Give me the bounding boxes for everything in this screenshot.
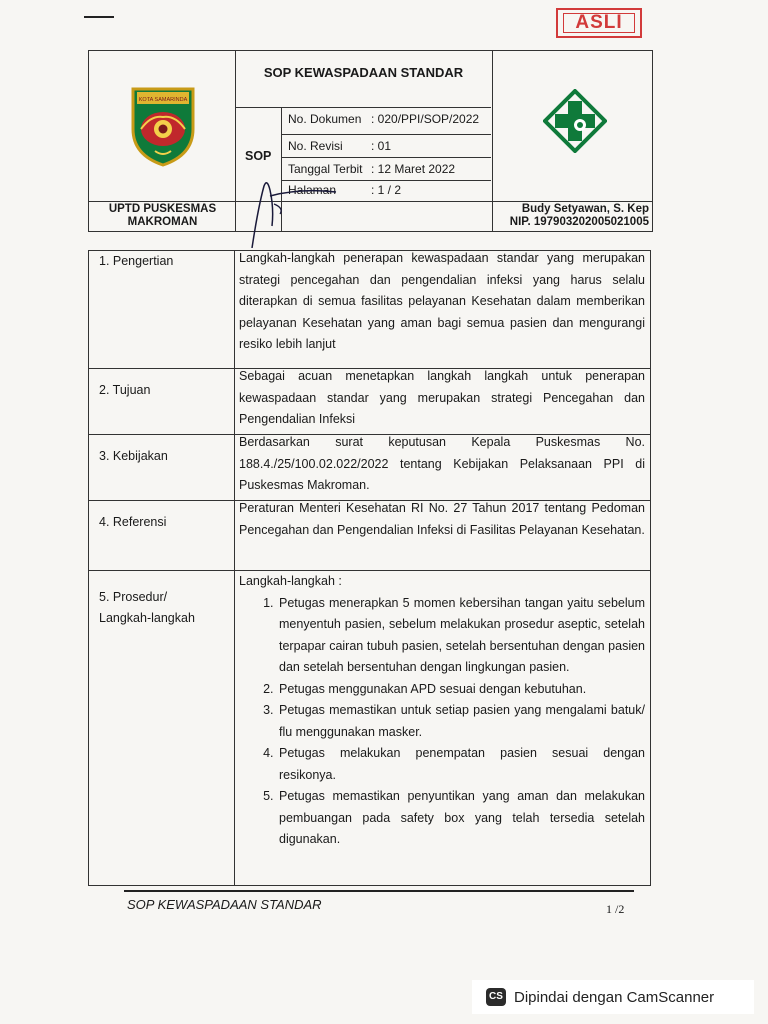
section-text-pengertian: Langkah-langkah penerapan kewaspadaan standar yang merupakan strategi pencegahan dan pengendalian infeksi yang harus selalu diterapkan di semua fasilitas pelayanan Kesehatan dalam memberikan pelayanan Kesehatan yang aman bagi semua pasien dan mengurangi resiko lebih lanjut <box>239 251 645 351</box>
signatory <box>497 203 649 229</box>
asli-stamp: ASLI <box>556 8 642 38</box>
procedure-step: 1. Petugas menerapkan 5 momen kebersihan tangan yaitu sebelum menyentuh pasien, sebelum melakukan prosedur aseptic, setelah terpapar cairan tubuh pasien, setelah bersentuhan dengan pasien dan setelah bersentuhan dengan lingkungan pasien. <box>277 593 645 679</box>
section-label-line: 5. Prosedur/ <box>99 590 168 604</box>
field-value: : 01 <box>371 139 392 153</box>
footer-rule <box>124 890 634 892</box>
section-text-referensi: Peraturan Menteri Kesehatan RI No. 27 Tahun 2017 tentang Pedoman Pencegahan dan Pengendalian Infeksi di Fasilitas Pelayanan Kesehatan. <box>239 501 645 537</box>
camscanner-watermark <box>472 980 754 1014</box>
field-value: : 12 Maret 2022 <box>371 162 456 176</box>
section-text-kebijakan: Berdasarkan surat keputusan Kepala Puskesmas No. 188.4./25/100.02.022/2022 tentang Kebijakan Pelaksanaan PPI di Puskesmas Makroman. <box>239 435 645 492</box>
header-rule <box>235 107 491 108</box>
health-cross-logo <box>543 89 607 153</box>
procedure-step: 3. Petugas memastikan untuk setiap pasien yang mengalami batuk/ flu menggunakan masker. <box>277 700 645 743</box>
footer-page-number: 1 /2 <box>606 902 625 916</box>
organization-line: MAKROMAN <box>127 216 198 228</box>
logo-caption: KOTA SAMARINDA <box>138 97 188 103</box>
section-label-pengertian: 1. Pengertian <box>99 254 174 268</box>
camscanner-text: Dipindai dengan CamScanner <box>514 988 715 1006</box>
sop-label: SOP <box>245 149 272 163</box>
camscanner-icon: CS <box>486 988 506 1006</box>
city-emblem-logo <box>127 85 199 167</box>
section-label-referensi: 4. Referensi <box>99 515 167 529</box>
signer-name: Budy Setyawan, S. Kep <box>521 203 649 215</box>
header-rule <box>281 157 491 158</box>
section-label-prosedur <box>99 587 195 629</box>
sop-content-table <box>88 250 651 886</box>
section-label-tujuan: 2. Tujuan <box>99 383 151 397</box>
header-rule <box>281 134 491 135</box>
header-divider <box>492 51 493 231</box>
organization-name <box>105 203 220 229</box>
field-label: No. Revisi <box>288 139 343 153</box>
top-dash <box>84 16 114 18</box>
field-label: Halaman <box>288 183 337 197</box>
section-label-line: Langkah-langkah <box>99 611 195 625</box>
organization-line: UPTD PUSKESMAS <box>108 203 217 215</box>
procedure-step: 2. Petugas menggunakan APD sesuai dengan kebutuhan. <box>277 679 645 701</box>
section-text-prosedur <box>239 571 645 851</box>
field-value: : 1 / 2 <box>371 183 402 197</box>
section-text-tujuan: Sebagai acuan menetapkan langkah langkah untuk penerapan kewaspadaan standar yang merupakan strategi Pencegahan dan Pengendalian Infeksi <box>239 369 645 426</box>
footer-title: SOP KEWASPADAAN STANDAR <box>127 897 322 912</box>
procedure-step: 4. Petugas melakukan penempatan pasien sesuai dengan resikonya. <box>277 743 645 786</box>
field-value: : 020/PPI/SOP/2022 <box>371 112 480 126</box>
field-label: No. Dokumen <box>288 112 362 126</box>
section-label-kebijakan: 3. Kebijakan <box>99 449 168 463</box>
procedure-intro: Langkah-langkah : <box>239 574 342 588</box>
column-divider <box>234 251 235 885</box>
signer-nip: NIP. 197903202005021005 <box>509 216 649 228</box>
procedure-steps <box>239 593 645 851</box>
field-label: Tanggal Terbit <box>288 162 363 176</box>
document-title: SOP KEWASPADAAN STANDAR <box>263 65 464 80</box>
procedure-step: 5. Petugas memastikan penyuntikan yang aman dan melakukan pembuangan pada safety box yang telah tersedia setelah digunakan. <box>277 786 645 851</box>
handwritten-signature <box>240 178 390 248</box>
